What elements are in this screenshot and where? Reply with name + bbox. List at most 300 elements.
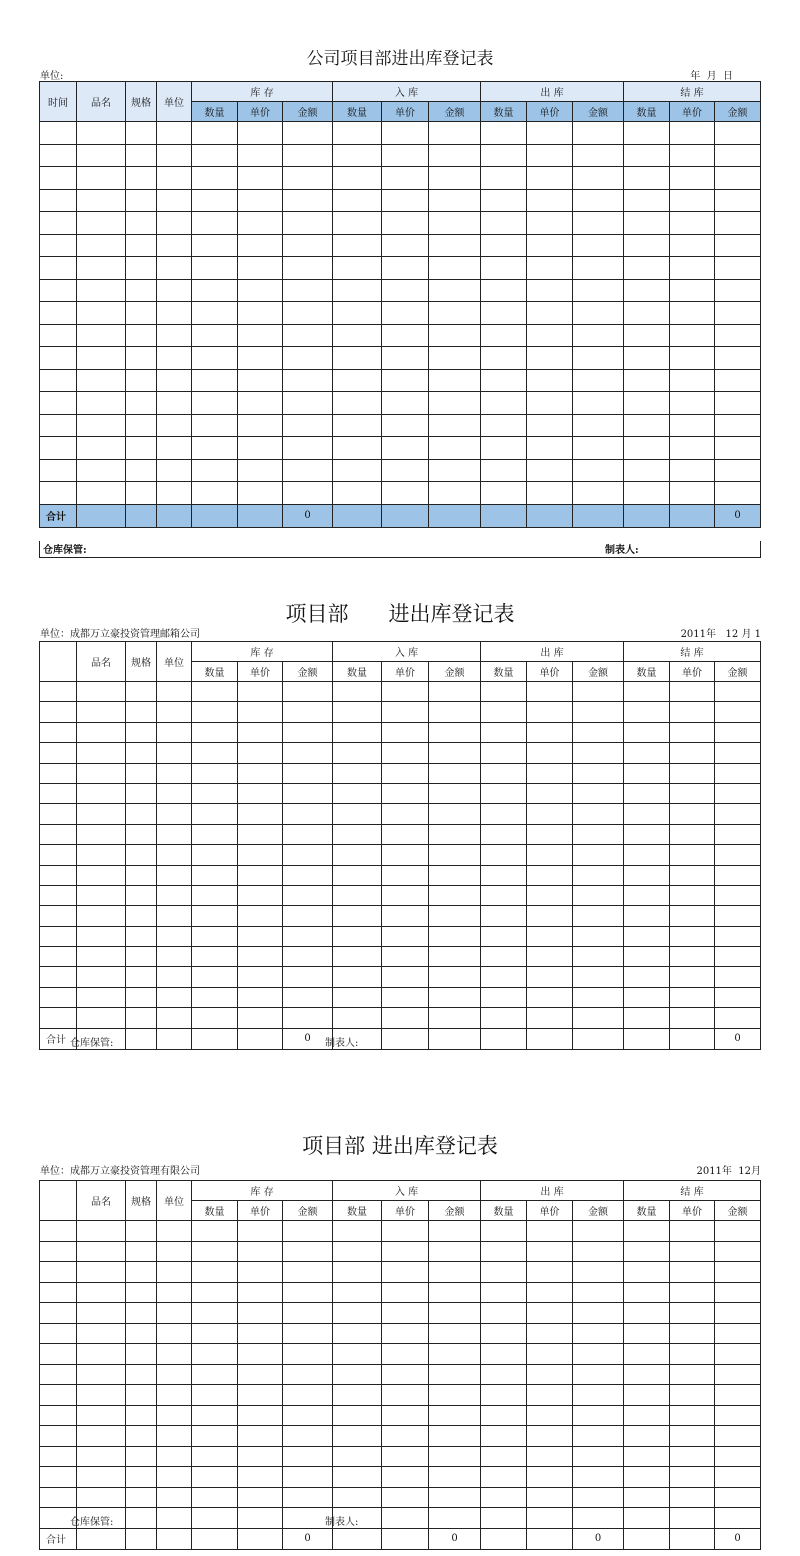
table-cell[interactable] (429, 279, 481, 302)
table-cell[interactable] (192, 1282, 238, 1303)
table-cell[interactable] (283, 1467, 333, 1488)
table-cell[interactable] (670, 369, 715, 392)
table-cell[interactable] (238, 1405, 283, 1426)
table-cell[interactable] (527, 1282, 573, 1303)
table-cell[interactable] (333, 414, 382, 437)
table-cell[interactable] (157, 743, 192, 763)
table-cell[interactable] (573, 1364, 624, 1385)
table-cell[interactable] (715, 1323, 761, 1344)
table-cell[interactable] (157, 824, 192, 844)
table-cell[interactable] (333, 122, 382, 145)
table-cell[interactable] (624, 234, 670, 257)
table-cell[interactable] (40, 926, 77, 946)
table-cell[interactable] (573, 1426, 624, 1447)
table-cell[interactable] (670, 906, 715, 926)
table-cell[interactable] (429, 1241, 481, 1262)
table-cell[interactable] (715, 1446, 761, 1467)
table-cell[interactable] (527, 189, 573, 212)
table-cell[interactable] (126, 459, 157, 482)
table-cell[interactable] (429, 1467, 481, 1488)
table-cell[interactable] (481, 279, 527, 302)
table-cell[interactable] (192, 1008, 238, 1028)
table-cell[interactable] (715, 722, 761, 742)
table-cell[interactable] (481, 1221, 527, 1242)
table-cell[interactable] (40, 987, 77, 1007)
table-cell[interactable] (573, 459, 624, 482)
table-cell[interactable] (283, 906, 333, 926)
table-cell[interactable] (157, 885, 192, 905)
table-cell[interactable] (157, 1446, 192, 1467)
table-cell[interactable] (333, 722, 382, 742)
table-cell[interactable] (157, 947, 192, 967)
table-cell[interactable] (670, 702, 715, 722)
table-cell[interactable] (429, 926, 481, 946)
table-cell[interactable] (77, 967, 126, 987)
table-cell[interactable] (382, 1282, 429, 1303)
table-cell[interactable] (670, 414, 715, 437)
table-cell[interactable] (40, 804, 77, 824)
table-cell[interactable] (670, 122, 715, 145)
table-cell[interactable] (624, 804, 670, 824)
table-cell[interactable] (715, 763, 761, 783)
table-cell[interactable] (715, 926, 761, 946)
table-cell[interactable] (126, 845, 157, 865)
table-cell[interactable] (157, 234, 192, 257)
table-cell[interactable] (429, 167, 481, 190)
table-cell[interactable] (624, 885, 670, 905)
table-cell[interactable] (481, 987, 527, 1007)
table-cell[interactable] (715, 167, 761, 190)
table-cell[interactable] (382, 763, 429, 783)
table-cell[interactable] (715, 459, 761, 482)
table-cell[interactable] (192, 743, 238, 763)
table-cell[interactable] (283, 257, 333, 280)
table-cell[interactable] (573, 702, 624, 722)
table-cell[interactable] (527, 167, 573, 190)
table-cell[interactable] (126, 1008, 157, 1028)
table-cell[interactable] (192, 257, 238, 280)
table-cell[interactable] (527, 682, 573, 702)
table-cell[interactable] (238, 1446, 283, 1467)
table-cell[interactable] (77, 1487, 126, 1508)
table-cell[interactable] (715, 1008, 761, 1028)
table-cell[interactable] (157, 987, 192, 1007)
table-cell[interactable] (77, 1323, 126, 1344)
table-cell[interactable] (238, 682, 283, 702)
table-cell[interactable] (333, 804, 382, 824)
table-cell[interactable] (715, 189, 761, 212)
table-cell[interactable] (624, 824, 670, 844)
table-cell[interactable] (126, 1385, 157, 1406)
table-cell[interactable] (192, 1426, 238, 1447)
table-cell[interactable] (126, 1487, 157, 1508)
table-cell[interactable] (40, 885, 77, 905)
table-cell[interactable] (670, 967, 715, 987)
table-cell[interactable] (624, 702, 670, 722)
table-cell[interactable] (40, 1262, 77, 1283)
table-cell[interactable] (40, 1344, 77, 1365)
table-cell[interactable] (283, 1262, 333, 1283)
table-cell[interactable] (382, 1241, 429, 1262)
table-cell[interactable] (77, 234, 126, 257)
table-cell[interactable] (333, 743, 382, 763)
table-cell[interactable] (126, 1262, 157, 1283)
table-cell[interactable] (157, 1303, 192, 1324)
table-cell[interactable] (126, 743, 157, 763)
table-cell[interactable] (157, 783, 192, 803)
table-cell[interactable] (77, 1426, 126, 1447)
table-cell[interactable] (192, 1303, 238, 1324)
table-cell[interactable] (715, 257, 761, 280)
table-cell[interactable] (238, 347, 283, 370)
table-cell[interactable] (382, 804, 429, 824)
table-cell[interactable] (382, 347, 429, 370)
table-cell[interactable] (715, 1467, 761, 1488)
table-cell[interactable] (77, 722, 126, 742)
table-cell[interactable] (573, 783, 624, 803)
table-cell[interactable] (527, 1262, 573, 1283)
table-cell[interactable] (429, 987, 481, 1007)
table-cell[interactable] (40, 392, 77, 415)
table-cell[interactable] (670, 926, 715, 946)
table-cell[interactable] (192, 1467, 238, 1488)
table-cell[interactable] (157, 459, 192, 482)
table-cell[interactable] (40, 437, 77, 460)
table-cell[interactable] (238, 783, 283, 803)
table-cell[interactable] (573, 212, 624, 235)
table-cell[interactable] (283, 1405, 333, 1426)
table-cell[interactable] (527, 1303, 573, 1324)
table-cell[interactable] (715, 324, 761, 347)
table-cell[interactable] (624, 682, 670, 702)
table-cell[interactable] (238, 906, 283, 926)
table-cell[interactable] (429, 1487, 481, 1508)
table-cell[interactable] (624, 437, 670, 460)
table-cell[interactable] (429, 845, 481, 865)
table-cell[interactable] (157, 392, 192, 415)
table-cell[interactable] (715, 824, 761, 844)
table-cell[interactable] (527, 722, 573, 742)
table-cell[interactable] (429, 1426, 481, 1447)
table-cell[interactable] (238, 743, 283, 763)
table-cell[interactable] (573, 257, 624, 280)
table-cell[interactable] (238, 804, 283, 824)
table-cell[interactable] (429, 212, 481, 235)
table-cell[interactable] (77, 324, 126, 347)
table-cell[interactable] (573, 1221, 624, 1242)
table-cell[interactable] (192, 414, 238, 437)
table-cell[interactable] (670, 1487, 715, 1508)
table-cell[interactable] (481, 1303, 527, 1324)
table-cell[interactable] (481, 122, 527, 145)
table-cell[interactable] (670, 824, 715, 844)
table-cell[interactable] (40, 369, 77, 392)
table-cell[interactable] (283, 885, 333, 905)
table-cell[interactable] (333, 1364, 382, 1385)
table-cell[interactable] (715, 122, 761, 145)
table-cell[interactable] (238, 369, 283, 392)
table-cell[interactable] (573, 234, 624, 257)
table-cell[interactable] (573, 347, 624, 370)
table-cell[interactable] (624, 722, 670, 742)
table-cell[interactable] (126, 482, 157, 505)
table-cell[interactable] (670, 1344, 715, 1365)
table-cell[interactable] (481, 437, 527, 460)
table-cell[interactable] (283, 189, 333, 212)
table-cell[interactable] (382, 1008, 429, 1028)
table-cell[interactable] (715, 437, 761, 460)
table-cell[interactable] (157, 1364, 192, 1385)
table-cell[interactable] (283, 1323, 333, 1344)
table-cell[interactable] (624, 392, 670, 415)
table-cell[interactable] (624, 167, 670, 190)
table-cell[interactable] (527, 324, 573, 347)
table-cell[interactable] (77, 347, 126, 370)
table-cell[interactable] (715, 414, 761, 437)
table-cell[interactable] (573, 414, 624, 437)
table-cell[interactable] (429, 122, 481, 145)
table-cell[interactable] (382, 722, 429, 742)
table-cell[interactable] (283, 804, 333, 824)
table-cell[interactable] (624, 967, 670, 987)
table-cell[interactable] (527, 1344, 573, 1365)
table-cell[interactable] (527, 1487, 573, 1508)
table-cell[interactable] (481, 804, 527, 824)
table-cell[interactable] (77, 392, 126, 415)
table-cell[interactable] (77, 702, 126, 722)
table-cell[interactable] (333, 437, 382, 460)
table-cell[interactable] (77, 885, 126, 905)
table-cell[interactable] (333, 1405, 382, 1426)
table-cell[interactable] (157, 1487, 192, 1508)
table-cell[interactable] (670, 885, 715, 905)
table-cell[interactable] (157, 1221, 192, 1242)
table-cell[interactable] (40, 324, 77, 347)
table-cell[interactable] (126, 722, 157, 742)
table-cell[interactable] (333, 783, 382, 803)
table-cell[interactable] (429, 1405, 481, 1426)
table-cell[interactable] (715, 865, 761, 885)
table-cell[interactable] (573, 845, 624, 865)
table-cell[interactable] (283, 1446, 333, 1467)
table-cell[interactable] (573, 189, 624, 212)
table-cell[interactable] (333, 926, 382, 946)
table-cell[interactable] (40, 482, 77, 505)
table-cell[interactable] (573, 369, 624, 392)
table-cell[interactable] (624, 1446, 670, 1467)
table-cell[interactable] (40, 1303, 77, 1324)
table-cell[interactable] (40, 279, 77, 302)
table-cell[interactable] (715, 234, 761, 257)
table-cell[interactable] (527, 437, 573, 460)
table-cell[interactable] (40, 144, 77, 167)
table-cell[interactable] (573, 392, 624, 415)
table-cell[interactable] (382, 189, 429, 212)
table-cell[interactable] (238, 865, 283, 885)
table-cell[interactable] (77, 1282, 126, 1303)
table-cell[interactable] (382, 885, 429, 905)
table-cell[interactable] (283, 1241, 333, 1262)
table-cell[interactable] (481, 1467, 527, 1488)
table-cell[interactable] (715, 885, 761, 905)
table-cell[interactable] (238, 1385, 283, 1406)
table-cell[interactable] (238, 392, 283, 415)
table-cell[interactable] (77, 1364, 126, 1385)
table-cell[interactable] (624, 324, 670, 347)
table-cell[interactable] (238, 1008, 283, 1028)
table-cell[interactable] (126, 1426, 157, 1447)
table-cell[interactable] (192, 369, 238, 392)
table-cell[interactable] (670, 845, 715, 865)
table-cell[interactable] (527, 926, 573, 946)
table-cell[interactable] (77, 212, 126, 235)
table-cell[interactable] (126, 437, 157, 460)
table-cell[interactable] (573, 1467, 624, 1488)
table-cell[interactable] (77, 1344, 126, 1365)
table-cell[interactable] (77, 1467, 126, 1488)
table-cell[interactable] (715, 1405, 761, 1426)
table-cell[interactable] (283, 144, 333, 167)
table-cell[interactable] (527, 1323, 573, 1344)
table-cell[interactable] (157, 122, 192, 145)
table-cell[interactable] (333, 987, 382, 1007)
table-cell[interactable] (429, 257, 481, 280)
table-cell[interactable] (283, 279, 333, 302)
table-cell[interactable] (192, 885, 238, 905)
table-cell[interactable] (715, 783, 761, 803)
table-cell[interactable] (238, 144, 283, 167)
table-cell[interactable] (157, 804, 192, 824)
table-cell[interactable] (192, 865, 238, 885)
table-cell[interactable] (157, 702, 192, 722)
table-cell[interactable] (527, 1008, 573, 1028)
table-cell[interactable] (192, 926, 238, 946)
table-cell[interactable] (333, 1385, 382, 1406)
table-cell[interactable] (238, 414, 283, 437)
table-cell[interactable] (333, 1282, 382, 1303)
table-cell[interactable] (481, 743, 527, 763)
table-cell[interactable] (573, 167, 624, 190)
table-cell[interactable] (333, 257, 382, 280)
table-cell[interactable] (238, 189, 283, 212)
table-cell[interactable] (382, 783, 429, 803)
table-cell[interactable] (283, 682, 333, 702)
table-cell[interactable] (624, 1241, 670, 1262)
table-cell[interactable] (670, 144, 715, 167)
table-cell[interactable] (573, 1262, 624, 1283)
table-cell[interactable] (624, 987, 670, 1007)
table-cell[interactable] (238, 967, 283, 987)
table-cell[interactable] (283, 437, 333, 460)
table-cell[interactable] (429, 369, 481, 392)
table-cell[interactable] (126, 234, 157, 257)
table-cell[interactable] (333, 967, 382, 987)
table-cell[interactable] (481, 302, 527, 325)
table-cell[interactable] (715, 1487, 761, 1508)
table-cell[interactable] (192, 947, 238, 967)
table-cell[interactable] (527, 865, 573, 885)
table-cell[interactable] (382, 1364, 429, 1385)
table-cell[interactable] (192, 967, 238, 987)
table-cell[interactable] (77, 459, 126, 482)
table-cell[interactable] (624, 212, 670, 235)
table-cell[interactable] (382, 1385, 429, 1406)
table-cell[interactable] (157, 257, 192, 280)
table-cell[interactable] (715, 392, 761, 415)
table-cell[interactable] (527, 702, 573, 722)
table-cell[interactable] (715, 279, 761, 302)
table-cell[interactable] (192, 1344, 238, 1365)
table-cell[interactable] (77, 1303, 126, 1324)
table-cell[interactable] (481, 845, 527, 865)
table-cell[interactable] (238, 1426, 283, 1447)
table-cell[interactable] (192, 722, 238, 742)
table-cell[interactable] (192, 212, 238, 235)
table-cell[interactable] (670, 324, 715, 347)
table-cell[interactable] (429, 804, 481, 824)
table-cell[interactable] (573, 1008, 624, 1028)
table-cell[interactable] (715, 144, 761, 167)
table-cell[interactable] (333, 682, 382, 702)
table-cell[interactable] (157, 722, 192, 742)
table-cell[interactable] (333, 392, 382, 415)
table-cell[interactable] (126, 1344, 157, 1365)
table-cell[interactable] (192, 279, 238, 302)
table-cell[interactable] (40, 167, 77, 190)
table-cell[interactable] (429, 1282, 481, 1303)
table-cell[interactable] (624, 1344, 670, 1365)
table-cell[interactable] (40, 1323, 77, 1344)
table-cell[interactable] (670, 1303, 715, 1324)
table-cell[interactable] (670, 865, 715, 885)
table-cell[interactable] (238, 279, 283, 302)
table-cell[interactable] (126, 702, 157, 722)
table-cell[interactable] (429, 482, 481, 505)
table-cell[interactable] (527, 144, 573, 167)
table-cell[interactable] (624, 783, 670, 803)
table-cell[interactable] (157, 437, 192, 460)
table-cell[interactable] (382, 743, 429, 763)
table-cell[interactable] (670, 682, 715, 702)
table-cell[interactable] (40, 1467, 77, 1488)
table-cell[interactable] (238, 987, 283, 1007)
table-cell[interactable] (283, 1487, 333, 1508)
table-cell[interactable] (670, 1446, 715, 1467)
table-cell[interactable] (429, 302, 481, 325)
table-cell[interactable] (238, 1487, 283, 1508)
table-cell[interactable] (283, 1303, 333, 1324)
table-cell[interactable] (40, 702, 77, 722)
table-cell[interactable] (481, 1446, 527, 1467)
table-cell[interactable] (527, 122, 573, 145)
table-cell[interactable] (192, 804, 238, 824)
table-cell[interactable] (573, 906, 624, 926)
table-cell[interactable] (77, 743, 126, 763)
table-cell[interactable] (715, 967, 761, 987)
table-cell[interactable] (126, 144, 157, 167)
table-cell[interactable] (77, 1008, 126, 1028)
table-cell[interactable] (573, 722, 624, 742)
table-cell[interactable] (238, 324, 283, 347)
table-cell[interactable] (40, 1008, 77, 1028)
table-cell[interactable] (429, 722, 481, 742)
table-cell[interactable] (238, 167, 283, 190)
table-cell[interactable] (715, 1221, 761, 1242)
table-cell[interactable] (382, 926, 429, 946)
table-cell[interactable] (238, 1282, 283, 1303)
table-cell[interactable] (238, 482, 283, 505)
table-cell[interactable] (283, 302, 333, 325)
